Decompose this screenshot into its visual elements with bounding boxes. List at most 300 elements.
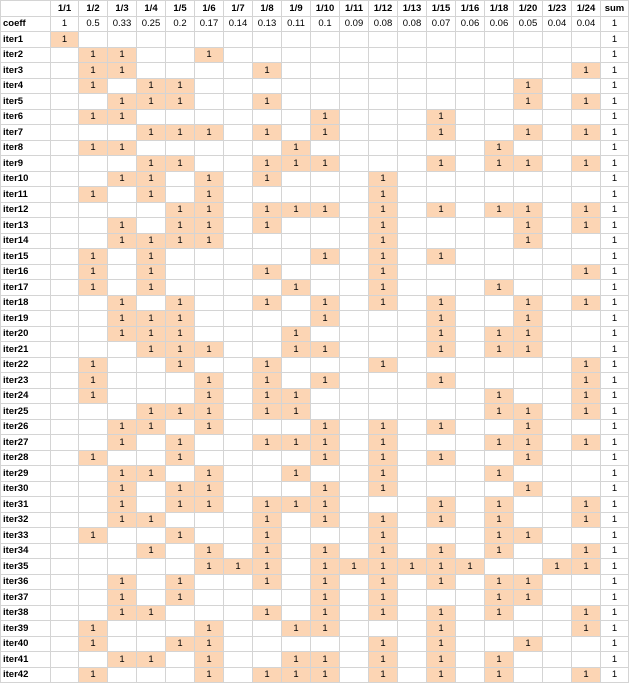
data-cell[interactable]: [224, 481, 253, 497]
data-cell[interactable]: 1: [572, 156, 601, 172]
data-cell[interactable]: [398, 574, 427, 590]
data-cell[interactable]: [340, 94, 369, 110]
data-cell[interactable]: [398, 171, 427, 187]
data-cell[interactable]: [543, 621, 572, 637]
data-cell[interactable]: 1: [427, 574, 456, 590]
data-cell[interactable]: 1: [427, 419, 456, 435]
data-cell[interactable]: [311, 233, 340, 249]
data-cell[interactable]: [456, 109, 485, 125]
data-cell[interactable]: [51, 264, 79, 280]
data-cell[interactable]: [51, 125, 79, 141]
data-cell[interactable]: [51, 636, 79, 652]
data-cell[interactable]: [456, 373, 485, 389]
row-label[interactable]: iter34: [1, 543, 51, 559]
data-cell[interactable]: 1: [166, 78, 195, 94]
data-cell[interactable]: 1: [311, 342, 340, 358]
data-cell[interactable]: [456, 590, 485, 606]
data-cell[interactable]: [137, 481, 166, 497]
data-cell[interactable]: 1: [195, 187, 224, 203]
data-cell[interactable]: [224, 47, 253, 63]
column-header[interactable]: 1/1: [51, 1, 79, 17]
data-cell[interactable]: 1: [427, 512, 456, 528]
data-cell[interactable]: 1: [108, 590, 137, 606]
data-cell[interactable]: [456, 202, 485, 218]
data-cell[interactable]: [427, 218, 456, 234]
data-cell[interactable]: 1: [572, 357, 601, 373]
data-cell[interactable]: [485, 311, 514, 327]
data-cell[interactable]: 1: [427, 249, 456, 265]
data-cell[interactable]: [543, 636, 572, 652]
data-cell[interactable]: [369, 388, 398, 404]
data-cell[interactable]: 1: [253, 94, 282, 110]
column-header[interactable]: 1/7: [224, 1, 253, 17]
data-cell[interactable]: [166, 373, 195, 389]
coeff-cell[interactable]: 0.07: [427, 16, 456, 32]
data-cell[interactable]: 1: [137, 404, 166, 420]
sum-cell[interactable]: 1: [601, 63, 629, 79]
data-cell[interactable]: 1: [572, 373, 601, 389]
data-cell[interactable]: [51, 295, 79, 311]
row-label[interactable]: iter28: [1, 450, 51, 466]
data-cell[interactable]: 1: [572, 94, 601, 110]
data-cell[interactable]: 1: [137, 249, 166, 265]
data-cell[interactable]: 1: [108, 435, 137, 451]
data-cell[interactable]: [224, 202, 253, 218]
data-cell[interactable]: [398, 280, 427, 296]
data-cell[interactable]: [108, 559, 137, 575]
data-cell[interactable]: [282, 357, 311, 373]
data-cell[interactable]: [340, 295, 369, 311]
data-cell[interactable]: 1: [166, 481, 195, 497]
data-cell[interactable]: [224, 419, 253, 435]
sum-cell[interactable]: 1: [601, 125, 629, 141]
sum-cell[interactable]: 1: [601, 481, 629, 497]
coeff-cell[interactable]: 0.14: [224, 16, 253, 32]
data-cell[interactable]: [224, 435, 253, 451]
data-cell[interactable]: [543, 419, 572, 435]
data-cell[interactable]: [224, 512, 253, 528]
data-cell[interactable]: [108, 373, 137, 389]
data-cell[interactable]: [51, 47, 79, 63]
data-cell[interactable]: [543, 574, 572, 590]
data-cell[interactable]: [311, 171, 340, 187]
column-header[interactable]: 1/5: [166, 1, 195, 17]
data-cell[interactable]: [398, 187, 427, 203]
data-cell[interactable]: [137, 559, 166, 575]
sum-cell[interactable]: 1: [601, 264, 629, 280]
data-cell[interactable]: [340, 543, 369, 559]
sum-cell[interactable]: 1: [601, 559, 629, 575]
data-cell[interactable]: 1: [195, 559, 224, 575]
data-cell[interactable]: 1: [253, 605, 282, 621]
data-cell[interactable]: [572, 450, 601, 466]
data-cell[interactable]: [137, 140, 166, 156]
sum-cell[interactable]: 1: [601, 47, 629, 63]
data-cell[interactable]: [456, 450, 485, 466]
data-cell[interactable]: [427, 187, 456, 203]
data-cell[interactable]: [456, 140, 485, 156]
coeff-cell[interactable]: 0.06: [456, 16, 485, 32]
data-cell[interactable]: 1: [311, 311, 340, 327]
data-cell[interactable]: 1: [485, 404, 514, 420]
data-cell[interactable]: [137, 590, 166, 606]
data-cell[interactable]: 1: [195, 202, 224, 218]
sum-cell[interactable]: 1: [601, 78, 629, 94]
column-header[interactable]: 1/3: [108, 1, 137, 17]
column-header[interactable]: 1/20: [514, 1, 543, 17]
data-cell[interactable]: [398, 264, 427, 280]
data-cell[interactable]: [485, 109, 514, 125]
data-cell[interactable]: [456, 667, 485, 683]
data-cell[interactable]: [340, 667, 369, 683]
data-cell[interactable]: [340, 590, 369, 606]
data-cell[interactable]: [398, 295, 427, 311]
data-cell[interactable]: [311, 528, 340, 544]
coeff-cell[interactable]: 0.05: [514, 16, 543, 32]
sum-cell[interactable]: 1: [601, 233, 629, 249]
data-cell[interactable]: [340, 109, 369, 125]
data-cell[interactable]: [253, 140, 282, 156]
data-cell[interactable]: [340, 249, 369, 265]
data-cell[interactable]: 1: [311, 559, 340, 575]
data-cell[interactable]: [340, 481, 369, 497]
column-header[interactable]: 1/11: [340, 1, 369, 17]
data-cell[interactable]: 1: [369, 187, 398, 203]
data-cell[interactable]: [51, 435, 79, 451]
data-cell[interactable]: [398, 357, 427, 373]
data-cell[interactable]: [572, 481, 601, 497]
sum-cell[interactable]: 1: [601, 528, 629, 544]
data-cell[interactable]: [51, 78, 79, 94]
data-cell[interactable]: [166, 419, 195, 435]
data-cell[interactable]: [224, 373, 253, 389]
sum-cell[interactable]: 1: [601, 497, 629, 513]
data-cell[interactable]: 1: [369, 435, 398, 451]
data-cell[interactable]: [340, 202, 369, 218]
data-cell[interactable]: [340, 342, 369, 358]
data-cell[interactable]: 1: [282, 667, 311, 683]
data-cell[interactable]: [224, 497, 253, 513]
sum-cell[interactable]: 1: [601, 605, 629, 621]
coeff-cell[interactable]: 0.25: [137, 16, 166, 32]
data-cell[interactable]: [166, 652, 195, 668]
data-cell[interactable]: 1: [514, 202, 543, 218]
data-cell[interactable]: [224, 326, 253, 342]
data-cell[interactable]: [485, 295, 514, 311]
column-header[interactable]: 1/9: [282, 1, 311, 17]
data-cell[interactable]: 1: [282, 404, 311, 420]
data-cell[interactable]: 1: [427, 450, 456, 466]
row-label[interactable]: iter14: [1, 233, 51, 249]
data-cell[interactable]: [137, 621, 166, 637]
data-cell[interactable]: [51, 187, 79, 203]
data-cell[interactable]: [427, 388, 456, 404]
data-cell[interactable]: [79, 156, 108, 172]
row-label[interactable]: iter29: [1, 466, 51, 482]
data-cell[interactable]: [51, 357, 79, 373]
data-cell[interactable]: [369, 109, 398, 125]
data-cell[interactable]: [79, 233, 108, 249]
row-label[interactable]: iter31: [1, 497, 51, 513]
data-cell[interactable]: [398, 202, 427, 218]
data-cell[interactable]: [543, 326, 572, 342]
data-cell[interactable]: [456, 233, 485, 249]
data-cell[interactable]: [224, 450, 253, 466]
data-cell[interactable]: [195, 435, 224, 451]
data-cell[interactable]: [427, 466, 456, 482]
data-cell[interactable]: [427, 435, 456, 451]
data-cell[interactable]: 1: [369, 264, 398, 280]
data-cell[interactable]: 1: [514, 450, 543, 466]
sum-cell[interactable]: 1: [601, 156, 629, 172]
data-cell[interactable]: 1: [572, 497, 601, 513]
data-cell[interactable]: [79, 559, 108, 575]
data-cell[interactable]: 1: [427, 156, 456, 172]
data-cell[interactable]: [340, 419, 369, 435]
row-label[interactable]: iter7: [1, 125, 51, 141]
data-cell[interactable]: [543, 78, 572, 94]
data-cell[interactable]: [543, 125, 572, 141]
data-cell[interactable]: [311, 187, 340, 203]
data-cell[interactable]: [572, 326, 601, 342]
data-cell[interactable]: [398, 373, 427, 389]
data-cell[interactable]: [195, 280, 224, 296]
data-cell[interactable]: [79, 574, 108, 590]
row-label[interactable]: iter8: [1, 140, 51, 156]
column-header[interactable]: 1/24: [572, 1, 601, 17]
data-cell[interactable]: [340, 125, 369, 141]
data-cell[interactable]: 1: [514, 528, 543, 544]
data-cell[interactable]: 1: [572, 605, 601, 621]
data-cell[interactable]: [137, 497, 166, 513]
data-cell[interactable]: [340, 140, 369, 156]
data-cell[interactable]: 1: [514, 233, 543, 249]
data-cell[interactable]: [253, 636, 282, 652]
data-cell[interactable]: [427, 78, 456, 94]
data-cell[interactable]: 1: [137, 233, 166, 249]
data-cell[interactable]: [282, 264, 311, 280]
data-cell[interactable]: [311, 140, 340, 156]
data-cell[interactable]: [282, 543, 311, 559]
data-cell[interactable]: [51, 497, 79, 513]
data-cell[interactable]: 1: [485, 435, 514, 451]
data-cell[interactable]: [282, 512, 311, 528]
data-cell[interactable]: 1: [253, 435, 282, 451]
data-cell[interactable]: [224, 264, 253, 280]
sum-header[interactable]: sum: [601, 1, 629, 17]
data-cell[interactable]: [514, 280, 543, 296]
data-cell[interactable]: 1: [514, 574, 543, 590]
data-cell[interactable]: 1: [108, 326, 137, 342]
data-cell[interactable]: 1: [195, 636, 224, 652]
data-cell[interactable]: [79, 171, 108, 187]
data-cell[interactable]: 1: [195, 218, 224, 234]
data-cell[interactable]: [282, 574, 311, 590]
data-cell[interactable]: [340, 280, 369, 296]
row-label[interactable]: iter2: [1, 47, 51, 63]
data-cell[interactable]: 1: [108, 94, 137, 110]
row-label[interactable]: iter10: [1, 171, 51, 187]
data-cell[interactable]: [543, 373, 572, 389]
sum-cell[interactable]: 1: [601, 171, 629, 187]
data-cell[interactable]: [253, 78, 282, 94]
row-label[interactable]: iter40: [1, 636, 51, 652]
data-cell[interactable]: 1: [543, 559, 572, 575]
data-cell[interactable]: [311, 466, 340, 482]
data-cell[interactable]: [311, 326, 340, 342]
data-cell[interactable]: 1: [427, 621, 456, 637]
data-cell[interactable]: 1: [572, 559, 601, 575]
data-cell[interactable]: [51, 450, 79, 466]
data-cell[interactable]: 1: [195, 667, 224, 683]
data-cell[interactable]: [485, 94, 514, 110]
data-cell[interactable]: [253, 466, 282, 482]
data-cell[interactable]: 1: [166, 590, 195, 606]
data-cell[interactable]: 1: [282, 280, 311, 296]
data-cell[interactable]: [51, 63, 79, 79]
data-cell[interactable]: [195, 94, 224, 110]
data-cell[interactable]: 1: [514, 435, 543, 451]
data-cell[interactable]: [514, 373, 543, 389]
sum-cell[interactable]: 1: [601, 342, 629, 358]
data-cell[interactable]: [340, 218, 369, 234]
column-header[interactable]: 1/6: [195, 1, 224, 17]
data-cell[interactable]: [166, 264, 195, 280]
data-cell[interactable]: [282, 450, 311, 466]
data-cell[interactable]: [398, 481, 427, 497]
data-cell[interactable]: 1: [427, 636, 456, 652]
data-cell[interactable]: [340, 388, 369, 404]
data-cell[interactable]: [398, 605, 427, 621]
data-cell[interactable]: [543, 280, 572, 296]
data-cell[interactable]: 1: [369, 202, 398, 218]
data-cell[interactable]: 1: [514, 419, 543, 435]
data-cell[interactable]: [79, 404, 108, 420]
data-cell[interactable]: [340, 574, 369, 590]
data-cell[interactable]: [137, 388, 166, 404]
data-cell[interactable]: [369, 311, 398, 327]
data-cell[interactable]: [282, 481, 311, 497]
data-cell[interactable]: [340, 32, 369, 48]
data-cell[interactable]: [224, 404, 253, 420]
data-cell[interactable]: [253, 47, 282, 63]
data-cell[interactable]: [224, 109, 253, 125]
data-cell[interactable]: [514, 47, 543, 63]
data-cell[interactable]: 1: [224, 559, 253, 575]
data-cell[interactable]: [398, 404, 427, 420]
data-cell[interactable]: [485, 357, 514, 373]
data-cell[interactable]: 1: [311, 373, 340, 389]
data-cell[interactable]: [514, 140, 543, 156]
data-cell[interactable]: [282, 419, 311, 435]
data-cell[interactable]: 1: [514, 481, 543, 497]
data-cell[interactable]: 1: [253, 528, 282, 544]
data-cell[interactable]: 1: [195, 497, 224, 513]
data-cell[interactable]: 1: [369, 512, 398, 528]
data-cell[interactable]: 1: [253, 512, 282, 528]
data-cell[interactable]: 1: [166, 326, 195, 342]
data-cell[interactable]: [514, 357, 543, 373]
data-cell[interactable]: [398, 140, 427, 156]
data-cell[interactable]: 1: [485, 543, 514, 559]
data-cell[interactable]: [543, 47, 572, 63]
data-cell[interactable]: [456, 63, 485, 79]
data-cell[interactable]: 1: [195, 621, 224, 637]
data-cell[interactable]: [543, 140, 572, 156]
data-cell[interactable]: [195, 326, 224, 342]
data-cell[interactable]: [514, 63, 543, 79]
data-cell[interactable]: 1: [108, 481, 137, 497]
data-cell[interactable]: 1: [195, 652, 224, 668]
data-cell[interactable]: [195, 140, 224, 156]
data-cell[interactable]: 1: [166, 435, 195, 451]
data-cell[interactable]: [108, 156, 137, 172]
data-cell[interactable]: 1: [166, 574, 195, 590]
data-cell[interactable]: 1: [137, 94, 166, 110]
column-header[interactable]: 1/12: [369, 1, 398, 17]
column-header[interactable]: 1/10: [311, 1, 340, 17]
data-cell[interactable]: [224, 233, 253, 249]
data-cell[interactable]: [456, 295, 485, 311]
row-label[interactable]: iter35: [1, 559, 51, 575]
data-cell[interactable]: 1: [369, 528, 398, 544]
data-cell[interactable]: [427, 404, 456, 420]
data-cell[interactable]: [224, 311, 253, 327]
data-cell[interactable]: [51, 171, 79, 187]
row-label[interactable]: iter23: [1, 373, 51, 389]
data-cell[interactable]: 1: [311, 605, 340, 621]
data-cell[interactable]: 1: [108, 47, 137, 63]
data-cell[interactable]: 1: [514, 636, 543, 652]
data-cell[interactable]: [51, 109, 79, 125]
data-cell[interactable]: [456, 435, 485, 451]
data-cell[interactable]: [427, 280, 456, 296]
data-cell[interactable]: [572, 419, 601, 435]
data-cell[interactable]: 1: [311, 652, 340, 668]
data-cell[interactable]: [282, 373, 311, 389]
data-cell[interactable]: [340, 605, 369, 621]
data-cell[interactable]: 1: [253, 404, 282, 420]
sum-cell[interactable]: 1: [601, 373, 629, 389]
data-cell[interactable]: [137, 357, 166, 373]
data-cell[interactable]: [224, 140, 253, 156]
data-cell[interactable]: 1: [311, 590, 340, 606]
data-cell[interactable]: [514, 171, 543, 187]
data-cell[interactable]: [514, 559, 543, 575]
data-cell[interactable]: 1: [369, 559, 398, 575]
coeff-cell[interactable]: 0.2: [166, 16, 195, 32]
data-cell[interactable]: [224, 78, 253, 94]
coeff-cell[interactable]: 0.5: [79, 16, 108, 32]
data-cell[interactable]: [51, 512, 79, 528]
data-cell[interactable]: [282, 47, 311, 63]
data-cell[interactable]: [282, 295, 311, 311]
data-cell[interactable]: 1: [195, 466, 224, 482]
data-cell[interactable]: [137, 528, 166, 544]
data-cell[interactable]: 1: [79, 373, 108, 389]
data-cell[interactable]: [398, 342, 427, 358]
data-cell[interactable]: [543, 187, 572, 203]
data-cell[interactable]: 1: [311, 156, 340, 172]
data-cell[interactable]: [51, 373, 79, 389]
data-cell[interactable]: 1: [253, 264, 282, 280]
data-cell[interactable]: [311, 63, 340, 79]
data-cell[interactable]: [369, 32, 398, 48]
data-cell[interactable]: [340, 171, 369, 187]
data-cell[interactable]: [311, 218, 340, 234]
data-cell[interactable]: [427, 528, 456, 544]
sum-cell[interactable]: 1: [601, 435, 629, 451]
